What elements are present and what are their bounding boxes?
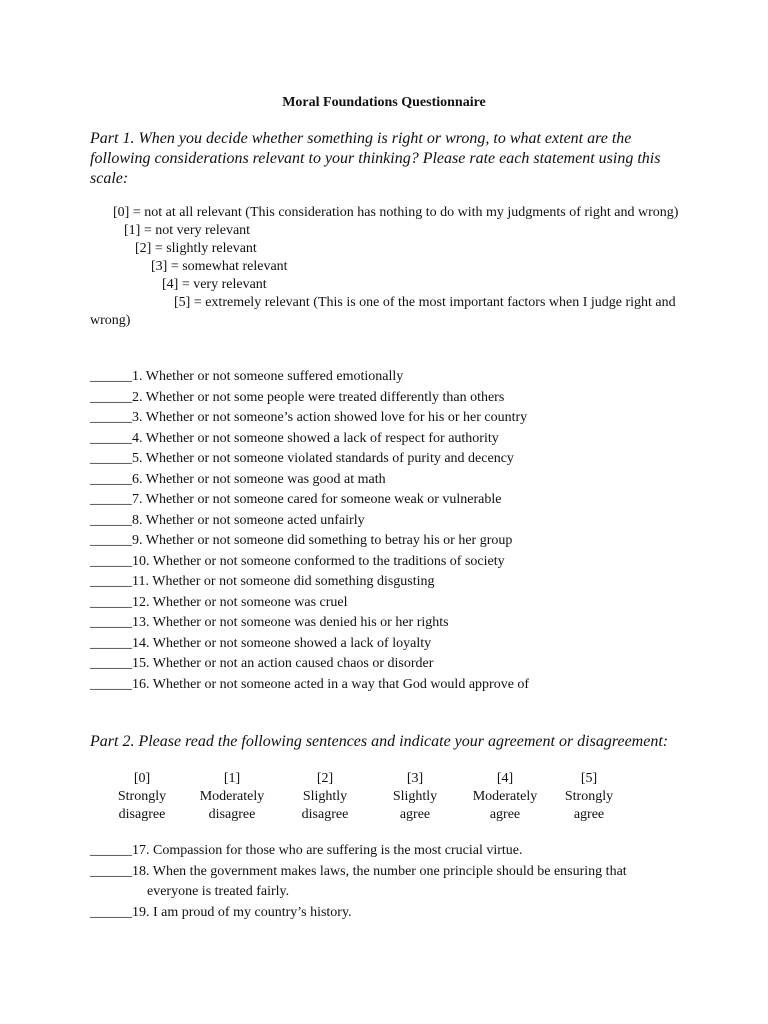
question-text: Whether or not someone showed a lack of loyalty	[149, 635, 432, 651]
answer-blank[interactable]: ______	[90, 594, 132, 610]
question-item	[90, 470, 690, 491]
answer-blank[interactable]: ______	[90, 863, 132, 879]
question-item	[90, 675, 690, 696]
question-text: Whether or not someone acted unfairly	[142, 512, 365, 528]
answer-blank[interactable]: ______	[90, 843, 132, 858]
answer-blank[interactable]: ______	[90, 635, 132, 651]
question-text: Whether or not someone showed a lack of respect for authority	[142, 430, 499, 446]
question-text: Whether or not someone was cruel	[149, 594, 348, 610]
agreement-option	[460, 770, 550, 824]
agreement-label-line1: Strongly	[117, 789, 167, 804]
agreement-label-line1: Slightly	[392, 789, 438, 804]
agreement-code: [5]	[580, 771, 598, 786]
question-text-continuation: everyone is treated fairly.	[147, 884, 290, 899]
question-item	[90, 862, 690, 903]
agreement-option	[280, 770, 370, 824]
question-number: 1.	[132, 369, 143, 384]
question-item	[90, 593, 690, 614]
scale-option: [1] = not very relevant	[124, 223, 251, 238]
agreement-option	[544, 770, 634, 824]
answer-blank[interactable]: ______	[90, 410, 132, 425]
agreement-label-line2: agree	[399, 807, 431, 822]
question-number: 15.	[132, 656, 150, 671]
question-item	[90, 634, 690, 655]
answer-blank[interactable]: ______	[90, 615, 132, 630]
question-number: 10.	[132, 553, 150, 569]
answer-blank[interactable]: ______	[90, 430, 132, 446]
question-number: 8.	[132, 512, 143, 528]
question-item	[90, 531, 690, 552]
question-number: 16.	[132, 676, 150, 692]
page-title: Moral Foundations Questionnaire	[282, 95, 486, 110]
question-item	[90, 511, 690, 532]
question-number: 7.	[132, 492, 143, 507]
agreement-label-line2: disagree	[118, 807, 166, 822]
question-number: 19.	[132, 904, 150, 920]
question-item	[90, 654, 690, 675]
question-item	[90, 552, 690, 573]
question-number: 3.	[132, 410, 143, 425]
scale-option: [2] = slightly relevant	[135, 241, 257, 256]
agreement-label-line2: agree	[489, 807, 521, 822]
question-text: Whether or not some people were treated differently than others	[142, 389, 505, 405]
question-number: 11.	[132, 574, 149, 589]
agreement-label-line2: agree	[573, 807, 605, 822]
scale-option: [0] = not at all relevant (This consideration has nothing to do with my judgments of right and wrong)	[113, 205, 679, 220]
scale-option: [5] = extremely relevant (This is one of the most important factors when I judge right and wrong)	[90, 295, 676, 328]
question-text: Whether or not someone acted in a way that God would approve of	[149, 676, 530, 692]
question-text: Whether or not someone conformed to the traditions of society	[149, 553, 505, 569]
question-text: Whether or not someone did something to betray his or her group	[142, 533, 513, 548]
question-text: Whether or not someone suffered emotionally	[142, 369, 404, 384]
question-text: Whether or not someone cared for someone weak or vulnerable	[142, 492, 502, 507]
question-number: 14.	[132, 635, 150, 651]
agreement-code: [2]	[316, 771, 334, 786]
question-text: Compassion for those who are suffering is the most crucial virtue.	[149, 843, 523, 858]
answer-blank[interactable]: ______	[90, 512, 132, 528]
answer-blank[interactable]: ______	[90, 574, 132, 589]
question-item	[90, 572, 690, 593]
agreement-code: [4]	[496, 771, 514, 786]
question-text: When the government makes laws, the number one principle should be ensuring that	[149, 863, 627, 879]
agreement-scale	[90, 770, 650, 826]
answer-blank[interactable]: ______	[90, 451, 132, 466]
answer-blank[interactable]: ______	[90, 553, 132, 569]
question-number: 12.	[132, 594, 150, 610]
agreement-code: [0]	[133, 771, 151, 786]
question-number: 4.	[132, 430, 143, 446]
agreement-code: [3]	[406, 771, 424, 786]
agreement-option	[370, 770, 460, 824]
scale-option: [3] = somewhat relevant	[151, 259, 288, 274]
question-item	[90, 841, 690, 862]
part2-heading: Part 2. Please read the following sentences and indicate your agreement or disagreement:	[90, 733, 669, 750]
question-number: 13.	[132, 615, 150, 630]
question-number: 17.	[132, 843, 150, 858]
question-item	[90, 367, 690, 388]
part2-question-list	[90, 841, 690, 923]
question-item	[90, 449, 690, 470]
relevance-scale	[90, 204, 690, 330]
question-item	[90, 388, 690, 409]
answer-blank[interactable]: ______	[90, 656, 132, 671]
answer-blank[interactable]: ______	[90, 676, 132, 692]
question-number: 9.	[132, 533, 143, 548]
question-number: 2.	[132, 389, 143, 405]
answer-blank[interactable]: ______	[90, 389, 132, 405]
answer-blank[interactable]: ______	[90, 369, 132, 384]
question-text: Whether or not someone was denied his or her rights	[149, 615, 449, 630]
agreement-label-line1: Moderately	[472, 789, 538, 804]
agreement-label-line1: Slightly	[302, 789, 348, 804]
question-item	[90, 903, 690, 924]
agreement-label-line2: disagree	[301, 807, 349, 822]
question-number: 6.	[132, 471, 143, 487]
question-number: 18.	[132, 863, 150, 879]
scale-option: [4] = very relevant	[162, 277, 267, 292]
answer-blank[interactable]: ______	[90, 471, 132, 487]
part1-question-list	[90, 367, 690, 695]
question-text: Whether or not someone was good at math	[142, 471, 386, 487]
agreement-label-line1: Moderately	[199, 789, 265, 804]
question-text: Whether or not someone violated standards of purity and decency	[142, 451, 514, 466]
question-item	[90, 613, 690, 634]
question-item	[90, 408, 690, 429]
agreement-option	[187, 770, 277, 824]
part1-heading: Part 1. When you decide whether something is right or wrong, to what extent are the following considerations relevant to your thinking? Please rate each statement using this scale:	[90, 130, 661, 187]
agreement-label-line2: disagree	[208, 807, 256, 822]
question-item	[90, 490, 690, 511]
agreement-label-line1: Strongly	[564, 789, 614, 804]
question-text: Whether or not an action caused chaos or disorder	[149, 656, 434, 671]
answer-blank[interactable]: ______	[90, 904, 132, 920]
question-item	[90, 429, 690, 450]
question-text: Whether or not someone did something disgusting	[148, 574, 435, 589]
answer-blank[interactable]: ______	[90, 492, 132, 507]
answer-blank[interactable]: ______	[90, 533, 132, 548]
question-number: 5.	[132, 451, 143, 466]
agreement-code: [1]	[223, 771, 241, 786]
question-text: I am proud of my country’s history.	[149, 904, 352, 920]
question-text: Whether or not someone’s action showed love for his or her country	[142, 410, 528, 425]
agreement-option	[97, 770, 187, 824]
